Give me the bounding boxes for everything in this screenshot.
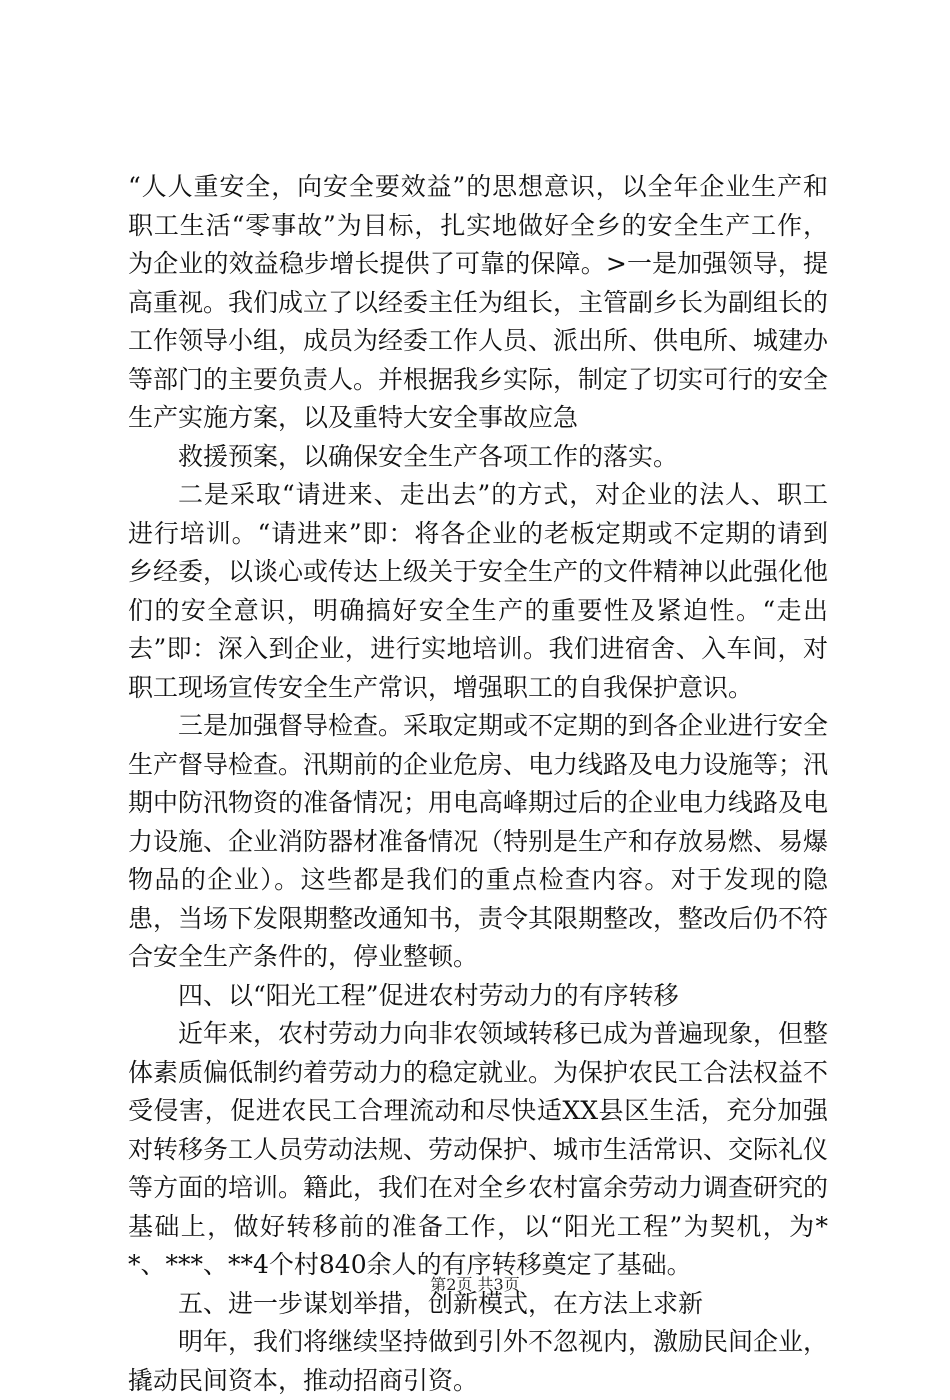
paragraph-next-year: 明年，我们将继续坚持做到引外不忽视内，激励民间企业，撬动民间资本，推动招商引资。 — [128, 1327, 829, 1395]
paragraph-training: 二是采取“请进来、走出去”的方式，对企业的法人、职工进行培训。“请进来”即：将各企业的老板定期或不定期的请到乡经委，以谈心或传达上级关于安全生产的文件精神以此强化他们的安全意识，明确搞好安全生产的重要性及紧迫性。“走出去”即：深入到企业，进行实地培训。我们进宿舍、入车间，对职工现场宣传安全生产常识，增强职工的自我保护意识。 — [128, 480, 829, 702]
section-heading-five: 五、进一步谋划举措，创新模式，在方法上求新 — [178, 1288, 704, 1318]
document-body — [128, 168, 828, 1400]
paragraph-inspection: 三是加强督导检查。采取定期或不定期的到各企业进行安全生产督导检查。汛期前的企业危房、电力线路及电力设施等；汛期中防汛物资的准备情况；用电高峰期过后的企业电力线路及电力设施、企业消防器材准备情况（特别是生产和存放易燃、易爆物品的企业）。这些都是我们的重点检查内容。对于发现的隐患，当场下发限期整改通知书，责令其限期整改，整改后仍不符合安全生产条件的，停业整顿。 — [128, 711, 829, 971]
paragraph-labor-transfer: 近年来，农村劳动力向非农领域转移已成为普遍现象，但整体素质偏低制约着劳动力的稳定就业。为保护农民工合法权益不受侵害，促进农民工合理流动和尽快适XX县区生活，充分加强对转移务工人员劳动法规、劳动保护、城市生活常识、交际礼仪等方面的培训。籍此，我们在对全乡农村富余劳动力调查研究的基础上，做好转移前的准备工作，以“阳光工程”为契机，为**、***、**4个村840余人的有序转移奠定了基础。 — [128, 1019, 829, 1279]
paragraph-intro: “人人重安全，向安全要效益”的思想意识，以全年企业生产和职工生活“零事故”为目标，扎实地做好全乡的安全生产工作，为企业的效益稳步增长提供了可靠的保障。>一是加强领导，提高重视。我们成立了以经委主任为组长，主管副乡长为副组长的工作领导小组，成员为经委工作人员、派出所、供电所、城建办等部门的主要负责人。并根据我乡实际，制定了切实可行的安全生产实施方案，以及重特大安全事故应急 — [128, 172, 829, 432]
section-heading-four: 四、以“阳光工程”促进农村劳动力的有序转移 — [178, 980, 679, 1010]
paragraph-rescue-plan: 救援预案，以确保安全生产各项工作的落实。 — [178, 441, 679, 471]
page-number-footer: 第2页 共3页 — [430, 1275, 520, 1294]
